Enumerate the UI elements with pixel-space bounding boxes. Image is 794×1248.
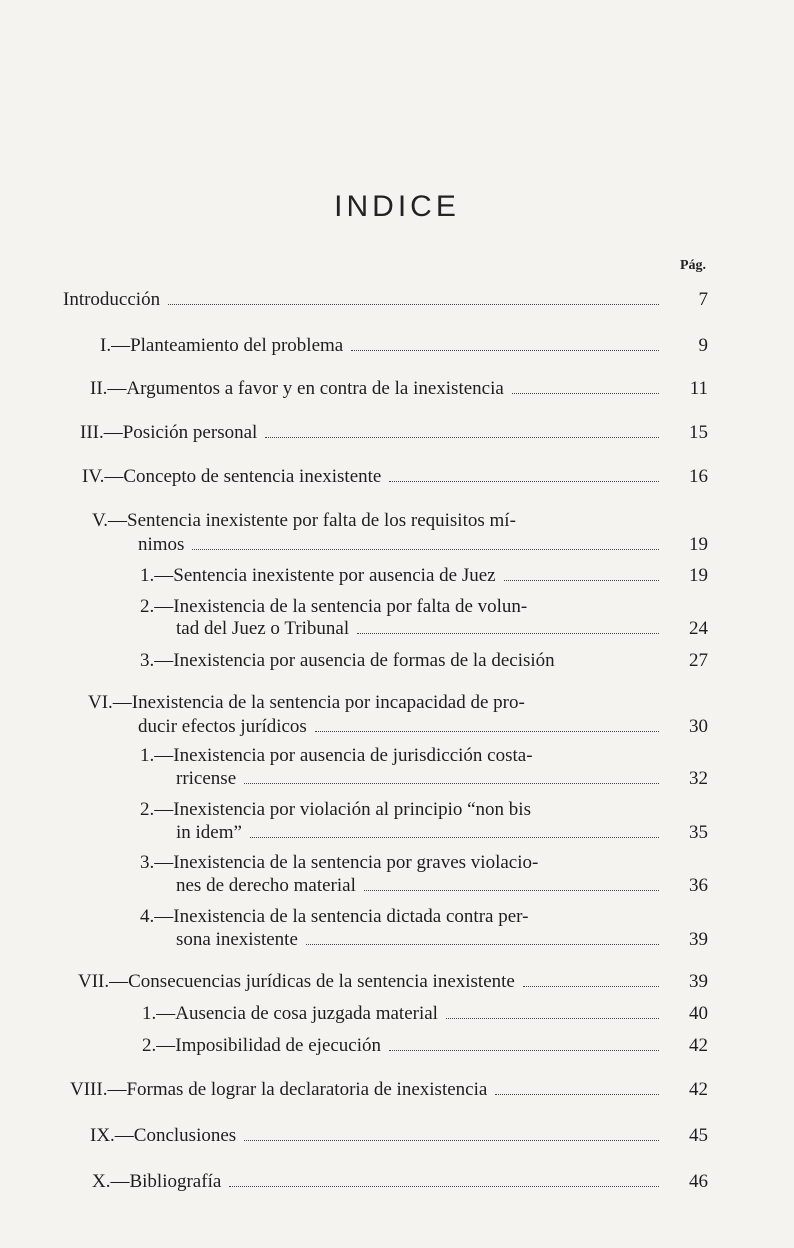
toc-entry-continuation xyxy=(176,818,663,844)
toc-entry-continuation xyxy=(176,871,663,897)
toc-page-number: 11 xyxy=(689,378,708,399)
toc-entry-text: 2.—Imposibilidad de ejecución xyxy=(142,1035,382,1056)
toc-page-number: 19 xyxy=(689,534,708,555)
toc-entry-text: in idem” xyxy=(176,822,242,843)
toc-entry-5-1 xyxy=(140,561,663,587)
dot-leader xyxy=(229,1185,659,1187)
toc-entry-text: 1.—Sentencia inexistente por ausencia de Juez xyxy=(140,565,496,586)
toc-entry-text: rricense xyxy=(176,768,237,789)
dot-leader xyxy=(244,1139,659,1141)
toc-entry-chapter-6 xyxy=(88,692,663,714)
dot-leader xyxy=(504,579,659,581)
toc-entry-text: 3.—Inexistencia de la sentencia por graves violacio- xyxy=(140,852,539,873)
toc-entry-text: ducir efectos jurídicos xyxy=(138,716,307,737)
dot-leader xyxy=(192,548,659,550)
toc-entry-continuation xyxy=(138,712,663,738)
toc-entry-text: 2.—Inexistencia por violación al principio “non bis xyxy=(140,799,531,820)
toc-entry-text: IX.—Conclusiones xyxy=(90,1125,237,1146)
toc-page-number: 16 xyxy=(689,466,708,487)
toc-entry-text: 1.—Ausencia de cosa juzgada material xyxy=(142,1003,438,1024)
dot-leader xyxy=(244,782,659,784)
toc-entry-5-3 xyxy=(140,646,663,672)
page-title: INDICE xyxy=(334,190,460,223)
toc-page-number: 36 xyxy=(689,875,708,896)
toc-page-number: 46 xyxy=(689,1171,708,1192)
toc-entry-7-2 xyxy=(142,1031,663,1057)
toc-entry-chapter-10 xyxy=(92,1167,663,1193)
toc-page-number: 42 xyxy=(689,1035,708,1056)
toc-entry-text: I.—Planteamiento del problema xyxy=(100,335,344,356)
toc-entry-chapter-7 xyxy=(78,967,663,993)
toc-entry-continuation xyxy=(138,530,663,556)
toc-entry-text: nes de derecho material xyxy=(176,875,356,896)
toc-entry-chapter-1 xyxy=(100,331,663,357)
toc-entry-text: X.—Bibliografía xyxy=(92,1171,222,1192)
dot-leader xyxy=(389,1049,659,1051)
toc-entry-chapter-3 xyxy=(80,418,663,444)
toc-entry-continuation xyxy=(176,764,663,790)
dot-leader xyxy=(512,392,659,394)
toc-entry-text: VIII.—Formas de lograr la declaratoria de inexistencia xyxy=(70,1079,488,1100)
toc-page-number: 9 xyxy=(698,335,708,356)
dot-leader xyxy=(357,632,659,634)
toc-page-number: 7 xyxy=(698,289,708,310)
toc-page-number: 35 xyxy=(689,822,708,843)
dot-leader xyxy=(389,480,659,482)
dot-leader xyxy=(351,349,659,351)
toc-entry-text: tad del Juez o Tribunal xyxy=(176,618,350,639)
toc-page-number: 24 xyxy=(689,618,708,639)
toc-entry-text: VII.—Consecuencias jurídicas de la sentencia inexistente xyxy=(78,971,515,992)
toc-entry-chapter-2 xyxy=(90,374,663,400)
toc-page-number: 42 xyxy=(689,1079,708,1100)
toc-entry-text: III.—Posición personal xyxy=(80,422,258,443)
toc-entry-chapter-5 xyxy=(92,510,663,532)
toc-page-number: 40 xyxy=(689,1003,708,1024)
toc-entry-text: 2.—Inexistencia de la sentencia por falta de volun- xyxy=(140,596,528,617)
toc-entry-text: sona inexistente xyxy=(176,929,298,950)
toc-page-number: 27 xyxy=(689,650,708,671)
toc-entry-text: 4.—Inexistencia de la sentencia dictada contra per- xyxy=(140,906,529,927)
toc-entry-chapter-4 xyxy=(82,462,663,488)
dot-leader xyxy=(446,1017,659,1019)
toc-entry-7-1 xyxy=(142,999,663,1025)
toc-entry-text: II.—Argumentos a favor y en contra de la inexistencia xyxy=(90,378,504,399)
toc-page-number: 15 xyxy=(689,422,708,443)
toc-page-number: 30 xyxy=(689,716,708,737)
toc-entry-continuation xyxy=(176,614,663,640)
toc-entry-text: 1.—Inexistencia por ausencia de jurisdicción costa- xyxy=(140,745,533,766)
toc-entry-text: nimos xyxy=(138,534,185,555)
dot-leader xyxy=(265,436,659,438)
dot-leader xyxy=(523,985,659,987)
page-column-header: Pág. xyxy=(679,258,706,273)
dot-leader xyxy=(168,303,659,305)
dot-leader xyxy=(250,836,659,838)
dot-leader xyxy=(495,1093,659,1095)
toc-entry-chapter-8 xyxy=(70,1075,663,1101)
toc-entry-text: 3.—Inexistencia por ausencia de formas de la decisión xyxy=(140,650,555,671)
dot-leader xyxy=(315,730,659,732)
toc-page-number: 45 xyxy=(689,1125,708,1146)
toc-page-number: 32 xyxy=(689,768,708,789)
toc-entry-chapter-9 xyxy=(90,1121,663,1147)
toc-entry-introduccion xyxy=(63,285,663,311)
toc-page-number: 39 xyxy=(689,971,708,992)
dot-leader xyxy=(364,889,659,891)
toc-entry-text: Introducción xyxy=(63,289,161,310)
toc-page-number: 39 xyxy=(689,929,708,950)
toc-entry-continuation xyxy=(176,925,663,951)
toc-entry-text: V.—Sentencia inexistente por falta de los requisitos mí- xyxy=(92,510,516,531)
toc-page-number: 19 xyxy=(689,565,708,586)
dot-leader xyxy=(306,943,659,945)
toc-entry-text: VI.—Inexistencia de la sentencia por incapacidad de pro- xyxy=(88,692,525,713)
toc-entry-text: IV.—Concepto de sentencia inexistente xyxy=(82,466,382,487)
